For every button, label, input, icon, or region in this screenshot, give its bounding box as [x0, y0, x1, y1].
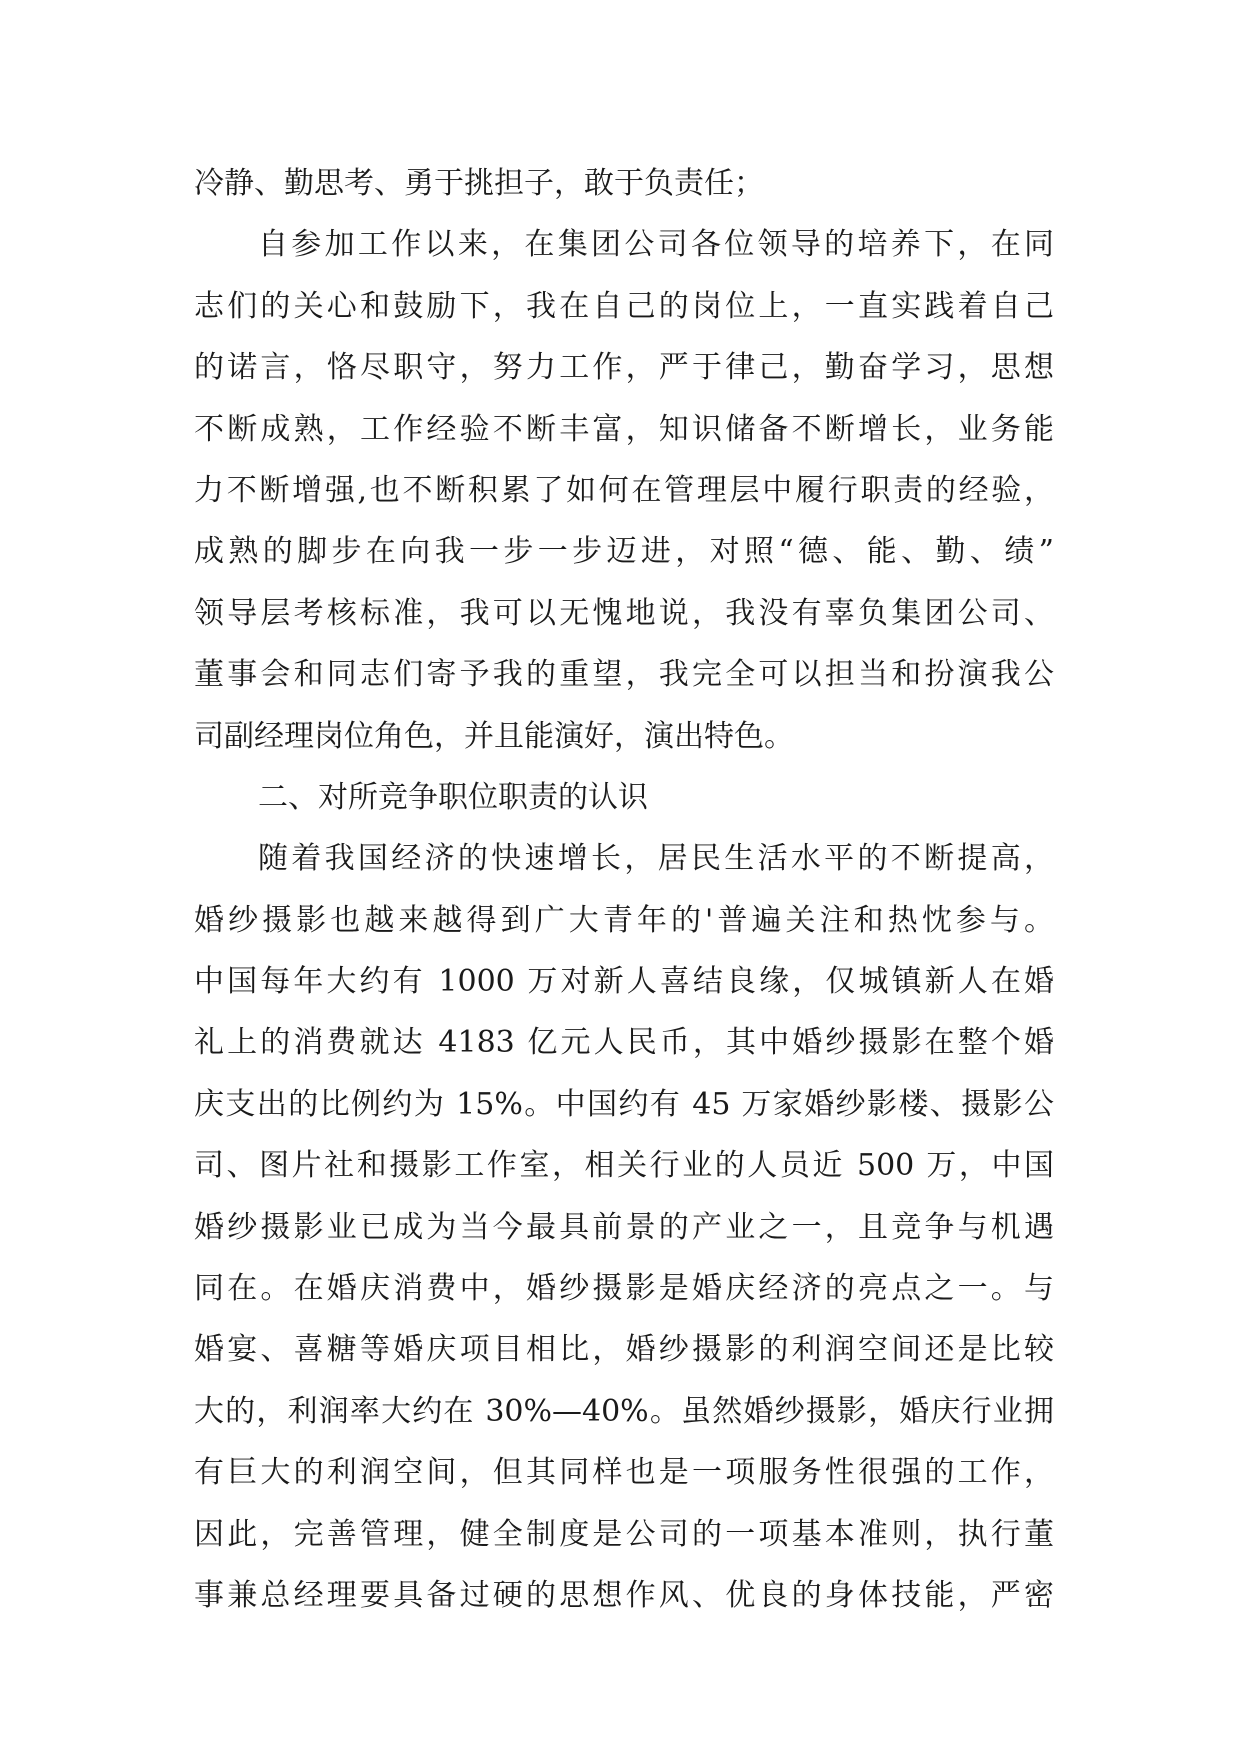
text-line: 同在。在婚庆消费中，婚纱摄影是婚庆经济的亮点之一。与 [194, 1271, 1054, 1307]
text-line: 庆支出的比例约为 15%。中国约有 45 万家婚纱影楼、摄影公 [194, 1086, 1054, 1122]
text-line: 司、图片社和摄影工作室，相关行业的人员近 500 万，中国 [194, 1148, 1054, 1184]
text-line: 不断成熟，工作经验不断丰富，知识储备不断增长，业务能 [194, 411, 1054, 447]
text-line: 成熟的脚步在向我一步一步迈进，对照“德、能、勤、绩” [194, 534, 1054, 570]
section-heading: 二、对所竞争职位职责的认识 [258, 779, 648, 815]
text-line: 婚纱摄影业已成为当今最具前景的产业之一，且竞争与机遇 [194, 1209, 1054, 1245]
text-line: 因此，完善管理，健全制度是公司的一项基本准则，执行董 [194, 1516, 1054, 1552]
text-line: 礼上的消费就达 4183 亿元人民币，其中婚纱摄影在整个婚 [194, 1025, 1054, 1061]
text-line: 冷静、勤思考、勇于挑担子，敢于负责任； [194, 166, 764, 201]
text-line: 司副经理岗位角色，并且能演好，演出特色。 [194, 718, 794, 754]
text-line: 领导层考核标准，我可以无愧地说，我没有辜负集团公司、 [194, 595, 1054, 631]
text-line: 董事会和同志们寄予我的重望，我完全可以担当和扮演我公 [194, 657, 1054, 693]
paragraph-start-line: 随着我国经济的快速增长，居民生活水平的不断提高， [258, 841, 1054, 877]
text-line: 志们的关心和鼓励下，我在自己的岗位上，一直实践着自己 [194, 288, 1054, 324]
text-line: 有巨大的利润空间，但其同样也是一项服务性很强的工作， [194, 1455, 1054, 1491]
text-line: 力不断增强,也不断积累了如何在管理层中履行职责的经验， [194, 472, 1054, 508]
text-line: 的诺言，恪尽职守，努力工作，严于律己，勤奋学习，思想 [194, 350, 1054, 386]
body-text [194, 153, 1054, 1626]
text-line: 婚宴、喜糖等婚庆项目相比，婚纱摄影的利润空间还是比较 [194, 1332, 1054, 1368]
paragraph-start-line: 自参加工作以来，在集团公司各位领导的培养下，在同 [258, 227, 1054, 263]
text-line: 大的，利润率大约在 30%—40%。虽然婚纱摄影，婚庆行业拥 [194, 1393, 1054, 1429]
text-line: 中国每年大约有 1000 万对新人喜结良缘，仅城镇新人在婚 [194, 964, 1054, 1000]
text-line: 婚纱摄影也越来越得到广大青年的'普遍关注和热忱参与。 [194, 902, 1054, 938]
text-line: 事兼总经理要具备过硬的思想作风、优良的身体技能，严密 [194, 1577, 1054, 1613]
